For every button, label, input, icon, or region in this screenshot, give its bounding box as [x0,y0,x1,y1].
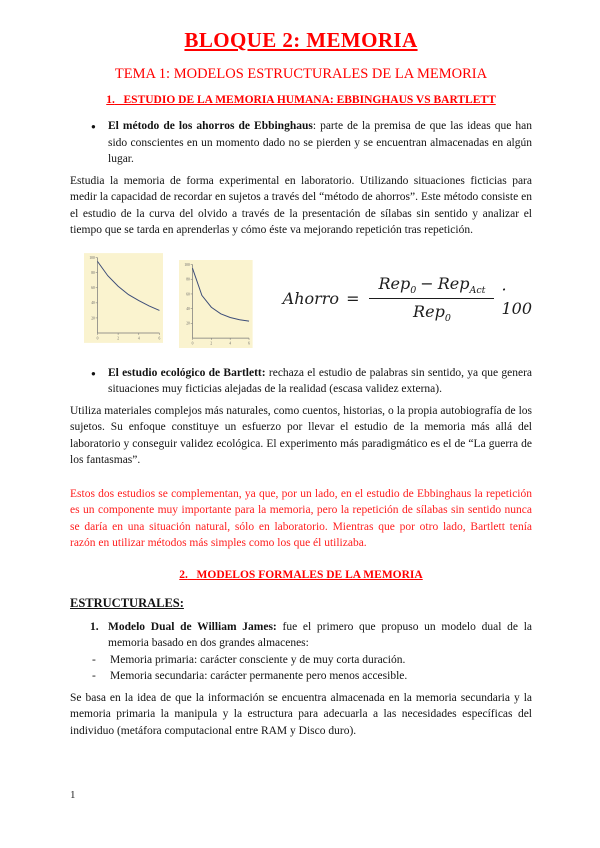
formula-numerator [369,274,494,300]
figures-row [84,248,532,353]
savings-formula [283,274,532,324]
svg-text:20: 20 [91,315,95,320]
model-dual-item [70,619,532,652]
formula-fraction [369,274,494,324]
forgetting-curve-chart [84,248,163,348]
bullet-bartlett [70,365,532,398]
bullet-icon [91,366,96,383]
svg-text:2: 2 [210,340,213,345]
formula-lhs: Ahorro [282,289,340,309]
dash-item-memoria-secundaria [70,668,532,685]
svg-text:60: 60 [91,285,95,290]
formula-denominator [413,299,451,324]
section1-heading [70,94,532,106]
svg-text:0: 0 [191,340,194,345]
bullet-ebbinghaus-text: : parte de la premisa de que las ideas que han sido conscientes en un momento dado no se pierden y se encuentran almacenadas en algún lugar. [108,120,532,165]
svg-text:40: 40 [186,306,190,311]
section2-heading [70,569,532,581]
dash-item-text: Memoria secundaria: carácter permanente pero menos accesible. [110,670,408,682]
formula-num-term2: Rep [437,273,470,293]
section2-heading-number: 2. [179,568,188,581]
para-ebbinghaus-method: Estudia la memoria de forma experimental en laboratorio. Utilizando situaciones ficticias para medir la capacidad de recordar en sujetos a través del “método de ahorros”. Este método consiste en el estudio de la curva del olvido a través de la presentación de sílabas sin sentido y analizar el tiempo que se tarda en aprenderlas y cómo éste va mejorando repetición tras repetición. [70,174,532,236]
svg-text:40: 40 [91,300,95,305]
para-dual-model: Se basa en la idea de que la información se encuentra almacenada en la memoria secundaria y la memoria primaria la manipula y la estructura para adecuarla a las necesidades específicas del individuo (metáfora computacional entre RAM y Disco duro). [70,691,532,737]
formula-num-term1-sub: 0 [410,284,417,296]
svg-text:80: 80 [186,277,190,282]
svg-text:2: 2 [117,335,120,340]
svg-text:4: 4 [137,335,140,340]
model-dual-number: 1. [90,620,99,633]
bullet-icon [91,119,96,136]
dash-item-memoria-primaria [70,652,532,669]
bullet-bartlett-text: rechaza el estudio de palabras sin sentido, ya que genera situaciones muy ficticias alejadas de la realidad (escasa validez externa). [108,366,533,395]
section1-heading-number: 1. [106,94,115,106]
formula-num-term1: Rep [378,273,411,293]
model-dual-text: fue el primero que propuso un modelo dual de la memoria basado en dos grandes almacenes: [108,620,532,649]
svg-text:6: 6 [158,335,161,340]
page-title: BLOQUE 2: MEMORIA [184,28,418,52]
para-bartlett: Utiliza materiales complejos más naturales, como cuentos, historias, o la propia autobiografía de los sujetos. Su enfoque constituye un esfuerzo por llevar el estudio de la memoria más allá del laboratorio y conseguir validez ecológica. El experimento más paradigmático es el de “La guerra de los fantasmas”. [70,404,532,466]
svg-text:0: 0 [96,335,99,340]
svg-text:80: 80 [91,270,95,275]
svg-text:6: 6 [248,340,250,345]
section2-heading-text: MODELOS FORMALES DE LA MEMORIA [196,568,423,581]
bullet-ebbinghaus [70,118,532,168]
para-comparison-red: Estos dos estudios se complementan, ya que, por un lado, en el estudio de Ebbinghaus la repetición es un componente muy importante para la memoria, pero la repetición de sílabas sin sentido nunca se daría en una situación natural, sólo en laboratorio. Mientras que por otro lado, Bartlett tenía razón en utilizar métodos más simples como los que él utilizaba. [70,487,532,549]
page-number: 1 [70,789,76,801]
section1-heading-text: ESTUDIO DE LA MEMORIA HUMANA: EBBINGHAUS VS BARTLETT [123,94,496,106]
svg-text:100: 100 [89,255,95,260]
formula-num-term2-sub: Act [469,284,486,296]
bullet-bartlett-lead: El estudio ecológico de Bartlett: [108,366,266,379]
formula-den-base: Rep [413,302,445,322]
svg-text:4: 4 [229,340,232,345]
dash-item-text: Memoria primaria: carácter consciente y de muy corta duración. [110,653,406,666]
bullet-ebbinghaus-lead: El método de los ahorros de Ebbinghaus [108,120,313,132]
estructurales-heading: ESTRUCTURALES: [70,595,184,610]
formula-den-sub: 0 [444,313,451,325]
svg-text:60: 60 [186,291,190,296]
formula-equals: = [346,289,360,309]
formula-factor: · 100 [501,279,532,318]
formula-minus: − [420,273,434,293]
savings-curve-chart [179,255,253,353]
model-dual-lead: Modelo Dual de William James: [108,620,277,633]
svg-text:100: 100 [184,262,190,267]
svg-text:20: 20 [186,321,190,326]
page-subtitle: TEMA 1: MODELOS ESTRUCTURALES DE LA MEMORIA [114,66,488,82]
